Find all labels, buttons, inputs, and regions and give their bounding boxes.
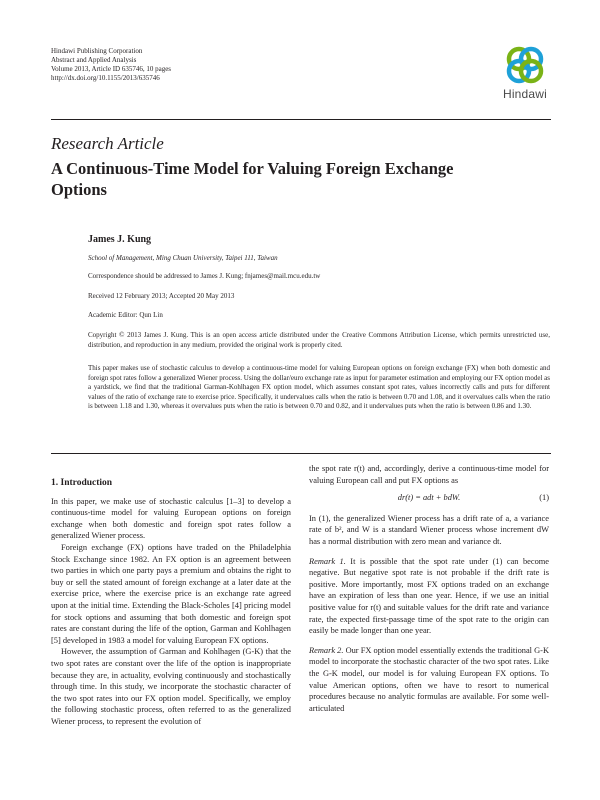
remark-1-label: Remark 1. <box>309 556 346 566</box>
volume-line: Volume 2013, Article ID 635746, 10 pages <box>51 65 172 73</box>
remark-2 <box>309 645 549 715</box>
article-type: Research Article <box>51 134 164 153</box>
remark-1-text: It is possible that the spot rate under (1) can become negative. But negative spot rate is not probable if the drift rate is positive. More importantly, most FX options traded on an exchange have an expiration of less than one year. Hence, if we use an initial positive value for r(t) and suitable values for the drift rate and variance rate, the expected first-passage time of the spot rate to the origin can easily be made longer than one year. <box>309 556 550 636</box>
right-paragraph-2: In (1), the generalized Wiener process has a drift rate of a, a variance rate of b², and W is a standard Wiener process whose increment dW has a normal distribution with zero mean and variance dt. <box>309 513 549 546</box>
logo-wordmark: Hindawi <box>502 87 548 101</box>
hindawi-logo <box>497 44 553 106</box>
remark-2-text: Our FX option model essentially extends the traditional G-K model to incorporate the stochastic character of the two spot rates. Like the G-K model, our model is for valuing European FX options. To value American options, often we have to resort to numerical procedures because no analytic formulas are available. For some well-articulated <box>309 645 550 713</box>
intro-paragraph-3: However, the assumption of Garman and Kohlhagen (G-K) that the two spot rates are constant over the life of the option is inappropriate because they are, in actuality, evolving continuously and stochastically through time. In this study, we incorporate the stochastic character of the two spot rates into our FX option model. Specifically, we employ the following stochastic process, often referred to as the generalized Wiener process, to represent the evolution of <box>51 647 291 726</box>
journal-name: Abstract and Applied Analysis <box>51 56 137 64</box>
received-accepted-dates: Received 12 February 2013; Accepted 20 May 2013 <box>88 292 235 300</box>
equation-1 <box>309 492 549 504</box>
header-divider <box>51 119 551 120</box>
remark-2-label: Remark 2. <box>309 645 344 655</box>
academic-editor: Academic Editor: Qun Lin <box>88 311 163 319</box>
article-title: A Continuous-Time Model for Valuing Foreign Exchange Options <box>51 159 454 199</box>
equation-body: dr(t) = adt + bdW. <box>397 493 461 503</box>
left-column <box>51 478 291 727</box>
section-heading-introduction: 1. Introduction <box>51 478 113 488</box>
correspondence-line: Correspondence should be addressed to James J. Kung; fnjames@mail.mcu.edu.tw <box>88 272 321 280</box>
intro-paragraph-1: In this paper, we make use of stochastic calculus [1–3] to develop a continuous-time model for valuing European options on foreign exchange when both domestic and foreign spot rates follow a generalized Wiener process. <box>51 496 291 541</box>
intro-paragraph-2: Foreign exchange (FX) options have traded on the Philadelphia Stock Exchange since 1982. An FX option is an agreement between two parties in which one party pays a premium and obtains the right to buy or sell the stated amount of foreign exchange at a later date at the exercise price, where the exercise price is an exchange rate agreed upon at the initial time. Extending the Black-Scholes [4] pricing model for stock options and assuming that both domestic and foreign spot rates are constant during the life of the option, Garman and Kohlhagen [5] developed in 1983 a model for valuing European FX options. <box>51 542 291 645</box>
abstract: This paper makes use of stochastic calculus to develop a continuous-time model for valuing European options on foreign exchange (FX) when both domestic and foreign spot rates follow a generalized Wiener process. Using the dollar/euro exchange rate as input for parameter estimation and employing our FX option model as a yardstick, we find that the traditional Garman-Kohlhagen FX option model, which assumes constant spot rates, values incorrectly calls and puts for different values of the ratio of exchange rate to exercise price. Specifically, it undervalues calls when the ratio is between 0.70 and 1.08, and it overvalues calls when the ratio is between 1.18 and 1.30, whereas it overvalues puts when the ratio is between 0.70 and 0.82, and it undervalues puts when the ratio is between 0.86 and 1.30. <box>88 364 550 411</box>
publisher-name: Hindawi Publishing Corporation <box>51 47 143 55</box>
equation-number: (1) <box>539 493 549 503</box>
remark-1 <box>309 556 549 637</box>
copyright-notice: Copyright © 2013 James J. Kung. This is an open access article distributed under the Creative Commons Attribution License, which permits unrestricted use, distribution, and reproduction in any medium, provided the original work is properly cited. <box>88 331 550 349</box>
right-paragraph-1: the spot rate r(t) and, accordingly, derive a continuous-time model for valuing European call and put FX options as <box>309 464 549 485</box>
doi-link[interactable]: http://dx.doi.org/10.1155/2013/635746 <box>51 74 160 82</box>
right-column <box>309 463 549 714</box>
author-affiliation: School of Management, Ming Chuan University, Taipei 111, Taiwan <box>88 254 278 262</box>
author-name: James J. Kung <box>88 234 152 245</box>
hindawi-logo-icon <box>504 44 546 84</box>
journal-header <box>51 47 171 83</box>
abstract-divider <box>51 453 551 454</box>
